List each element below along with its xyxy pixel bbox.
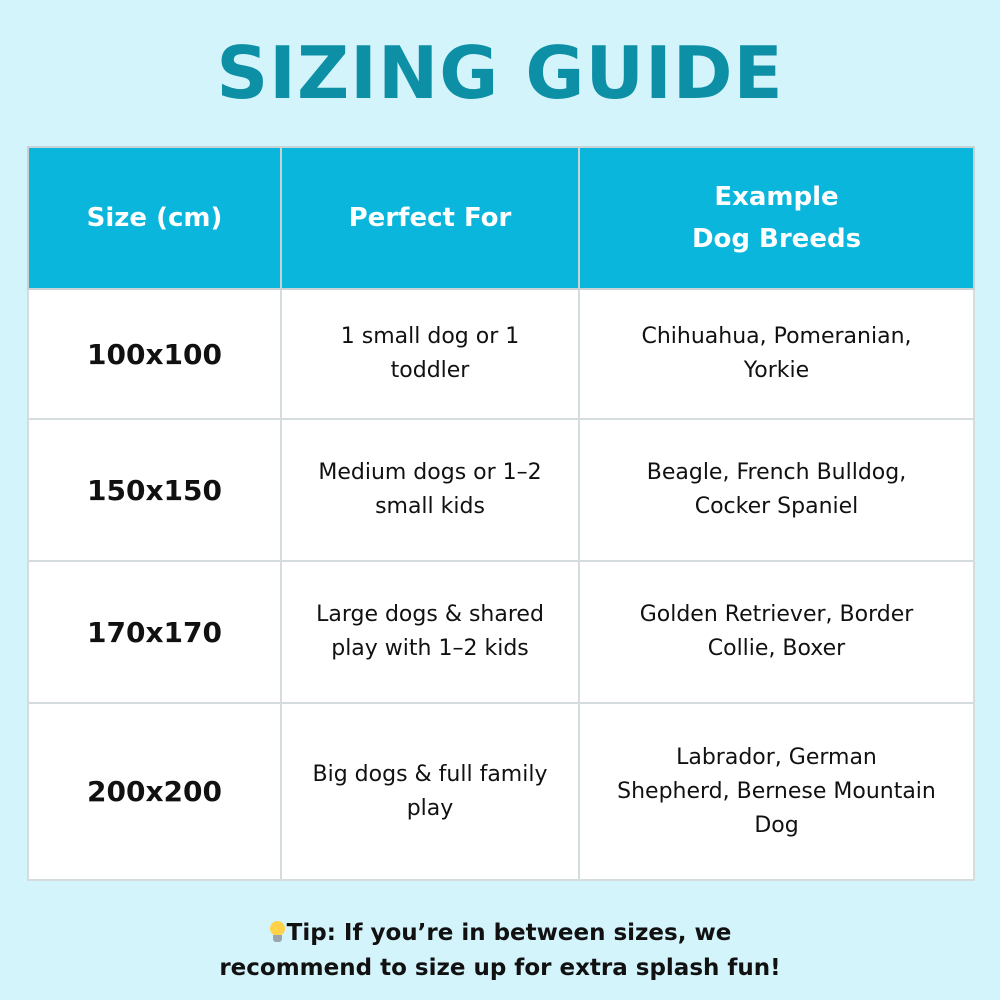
tip-line xyxy=(0,916,1000,951)
cell-line: Yorkie xyxy=(743,358,810,383)
header-example-breeds xyxy=(579,147,974,289)
breeds-cell xyxy=(579,419,974,561)
size-cell: 150x150 xyxy=(28,419,281,561)
size-cell: 200x200 xyxy=(28,703,281,880)
breeds-cell xyxy=(579,289,974,419)
header-breeds-line: Example xyxy=(714,182,839,212)
perfect-for-cell xyxy=(281,289,579,419)
table-row xyxy=(28,289,974,419)
tip-text: Tip: If you’re in between sizes, we xyxy=(286,920,732,946)
breeds-cell xyxy=(579,561,974,703)
cell-line: Dog xyxy=(754,812,799,838)
cell-line: Labrador, German xyxy=(676,744,877,770)
cell-line: Beagle, French Bulldog, xyxy=(646,460,907,485)
cell-line: Large dogs & shared xyxy=(316,602,544,627)
sizing-table xyxy=(27,146,975,881)
cell-line: Chihuahua, Pomeranian, xyxy=(641,324,912,349)
size-cell: 170x170 xyxy=(28,561,281,703)
header-breeds-line: Dog Breeds xyxy=(691,224,862,254)
cell-line: Collie, Boxer xyxy=(707,636,846,661)
table-row xyxy=(28,419,974,561)
page-title: SIZING GUIDE xyxy=(216,31,784,115)
cell-line: play xyxy=(406,795,454,821)
table-header-row xyxy=(28,147,974,289)
perfect-for-cell xyxy=(281,419,579,561)
size-cell: 100x100 xyxy=(28,289,281,419)
header-size: Size (cm) xyxy=(28,147,281,289)
cell-line: Medium dogs or 1–2 xyxy=(318,460,542,485)
cell-line: Golden Retriever, Border xyxy=(639,602,914,627)
cell-line: play with 1–2 kids xyxy=(331,636,529,661)
table-row xyxy=(28,703,974,880)
header-perfect-for: Perfect For xyxy=(281,147,579,289)
tip-line: recommend to size up for extra splash fun! xyxy=(219,955,781,981)
cell-line: small kids xyxy=(375,494,485,519)
cell-line: toddler xyxy=(390,358,470,383)
tip-note xyxy=(0,916,1000,986)
cell-line: Cocker Spaniel xyxy=(694,494,859,519)
perfect-for-cell xyxy=(281,703,579,880)
cell-line: Big dogs & full family xyxy=(312,761,548,787)
lightbulb-icon xyxy=(269,921,285,943)
table-row xyxy=(28,561,974,703)
cell-line: 1 small dog or 1 xyxy=(340,324,520,349)
perfect-for-cell xyxy=(281,561,579,703)
breeds-cell xyxy=(579,703,974,880)
cell-line: Shepherd, Bernese Mountain xyxy=(617,778,936,804)
